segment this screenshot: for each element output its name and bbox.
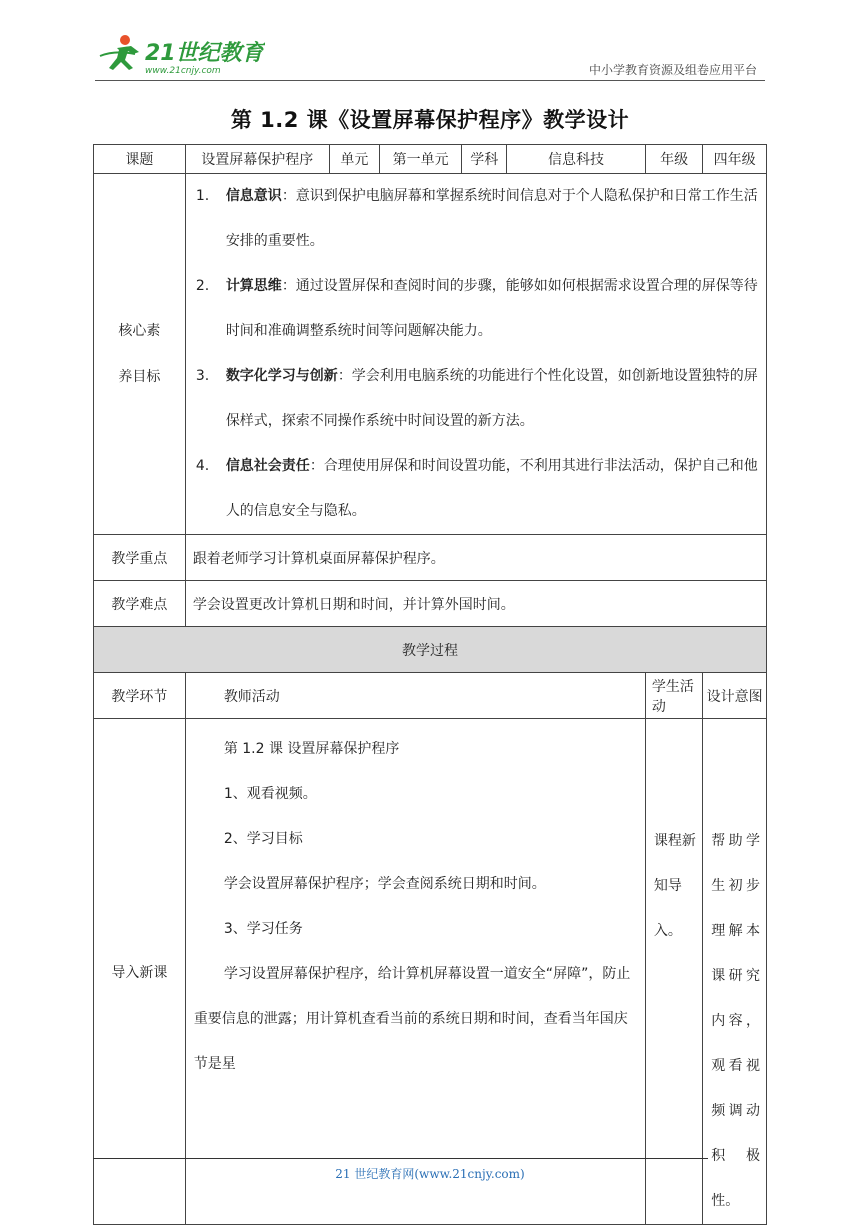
- info-row: [94, 145, 767, 174]
- lesson-plan-table: [93, 144, 767, 1225]
- intent-header: 设计意图: [703, 673, 767, 719]
- unit-value: 第一单元: [379, 145, 461, 174]
- core-goals-label: 核心素 养目标: [94, 174, 186, 535]
- site-logo: [95, 30, 265, 78]
- teacher-activity: [185, 719, 645, 1225]
- goal-item: 2. 计算思维：通过设置屏保和查阅时间的步骤，能够如如何根据需求设置合理的屏保等待时间和准确调整系统时间等问题解决能力。: [195, 278, 758, 339]
- subject-label: 学科: [462, 145, 507, 174]
- topic-label: 课题: [94, 145, 186, 174]
- teacher-line: 2、学习目标: [223, 831, 303, 847]
- key-point-text: 跟着老师学习计算机桌面屏幕保护程序。: [185, 535, 766, 581]
- design-intent: 帮助学生初步理解本课研究内容，观看视频调动积极性。: [703, 719, 767, 1225]
- teacher-line: 学习设置屏幕保护程序，给计算机屏幕设置一道安全“屏障”，防止重要信息的泄露；用计算机查看当前的系统日期和时间，查看当年国庆节是星: [193, 966, 631, 1072]
- goal-title: 计算思维: [225, 278, 282, 294]
- goal-text: ：合理使用屏保和时间设置功能，不利用其进行非法活动，保护自己和他人的信息安全与隐私。: [225, 458, 758, 519]
- teacher-line: 第 1.2 课 设置屏幕保护程序: [223, 741, 400, 757]
- goal-item: 3. 数字化学习与创新：学会利用电脑系统的功能进行个性化设置，如创新地设置独特的屏保样式，探索不同操作系统中时间设置的新方法。: [195, 368, 758, 429]
- difficulty-row: [94, 581, 767, 627]
- goal-title: 数字化学习与创新: [225, 368, 338, 384]
- process-title: 教学过程: [94, 627, 767, 673]
- teacher-header: 教师活动: [185, 673, 645, 719]
- core-goals-list: [185, 174, 766, 535]
- stage-cell: 导入新课: [94, 719, 186, 1225]
- goal-title: 信息社会责任: [225, 458, 310, 474]
- teacher-line: 3、学习任务: [223, 921, 303, 937]
- teacher-line: 学会设置屏幕保护程序；学会查阅系统日期和时间。: [223, 876, 546, 892]
- goal-item: 1. 信息意识：意识到保护电脑屏幕和掌握系统时间信息对于个人隐私保护和日常工作生活安排的重要性。: [195, 188, 758, 249]
- logo-url: www.21cnjy.com: [145, 66, 221, 76]
- student-activity: 课程新知导入。: [645, 719, 702, 1225]
- subject-value: 信息科技: [507, 145, 646, 174]
- unit-label: 单元: [329, 145, 379, 174]
- student-header: 学生活动: [645, 673, 702, 719]
- page-header: [95, 30, 765, 80]
- teacher-line: 1、观看视频。: [223, 786, 317, 802]
- stage-header: 教学环节: [94, 673, 186, 719]
- core-goals-row: [94, 174, 767, 535]
- goal-item: 4. 信息社会责任：合理使用屏保和时间设置功能，不利用其进行非法活动，保护自己和他人的信息安全与隐私。: [195, 458, 758, 519]
- topic-value: 设置屏幕保护程序: [185, 145, 329, 174]
- footer-divider: [93, 1158, 708, 1159]
- difficulty-label: 教学难点: [94, 581, 186, 627]
- difficulty-text: 学会设置更改计算机日期和时间，并计算外国时间。: [185, 581, 766, 627]
- process-row: [94, 719, 767, 1225]
- goal-text: ：学会利用电脑系统的功能进行个性化设置，如创新地设置独特的屏保样式，探索不同操作系统中时间设置的新方法。: [225, 368, 758, 429]
- logo-text: 21世纪教育: [145, 41, 264, 66]
- grade-label: 年级: [645, 145, 702, 174]
- goal-text: ：意识到保护电脑屏幕和掌握系统时间信息对于个人隐私保护和日常工作生活安排的重要性。: [225, 188, 758, 249]
- grade-value: 四年级: [703, 145, 767, 174]
- process-title-row: [94, 627, 767, 673]
- key-point-row: [94, 535, 767, 581]
- process-header-row: [94, 673, 767, 719]
- goal-text: ：通过设置屏保和查阅时间的步骤，能够如如何根据需求设置合理的屏保等待时间和准确调整系统时间等问题解决能力。: [225, 278, 758, 339]
- platform-name: 中小学教育资源及组卷应用平台: [588, 63, 757, 77]
- footer-text: 21 世纪教育网(www.21cnjy.com): [335, 1167, 525, 1181]
- header-divider: [95, 80, 765, 81]
- key-point-label: 教学重点: [94, 535, 186, 581]
- goal-title: 信息意识: [225, 188, 282, 204]
- document-title: 第 1.2 课《设置屏幕保护程序》教学设计: [230, 108, 630, 132]
